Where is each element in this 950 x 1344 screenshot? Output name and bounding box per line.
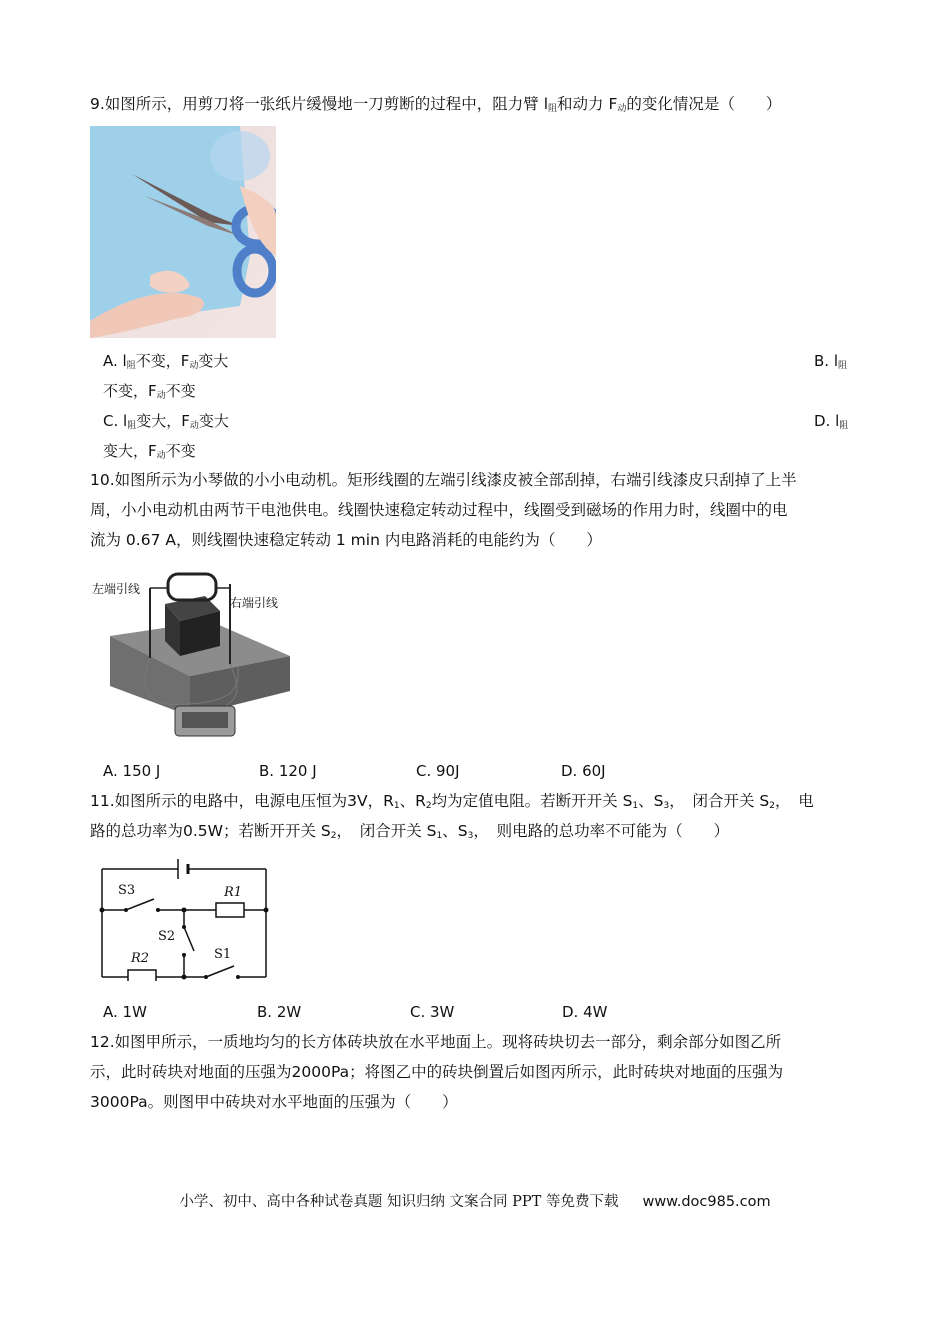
motor-figure [90, 566, 290, 750]
q10-stem-line1: 10.如图所示为小琴做的小小电动机。矩形线圈的左端引线漆皮被全部刮掉，右端引线漆皮只刮掉了上半 [90, 471, 797, 489]
q11-option-a[interactable]: A. 1W [103, 1003, 147, 1021]
q9-option-d-head[interactable]: D. $l_阻$ [814, 412, 849, 431]
label-r1: R1 [224, 885, 243, 900]
scissors-photo [90, 126, 276, 338]
q11-option-c[interactable]: C. 3W [410, 1003, 455, 1021]
q11-option-b[interactable]: B. 2W [257, 1003, 302, 1021]
q9-option-c[interactable]: C. $l_阻$变大，$F_动$变大 [103, 412, 229, 431]
label-s3: S3 [118, 883, 136, 898]
label-r2: R2 [131, 951, 150, 966]
q10-option-c[interactable]: C. 90J [416, 762, 460, 780]
q11-option-d[interactable]: D. 4W [562, 1003, 608, 1021]
q12-stem-line2: 示，此时砖块对地面的压强为2000Pa；将图乙中的砖块倒置后如图丙所示，此时砖块对地面的压强为 [90, 1063, 784, 1081]
q11-stem-line1: 11.如图所示的电路中，电源电压恒为3V，$R_1$、$R_2$均为定值电阻。若断开开关 $S_1$、$S_3$， 闭合开关 $S_2$， 电 [90, 792, 814, 811]
circuit-wires [96, 855, 272, 981]
label-s1: S1 [214, 947, 232, 962]
q10-stem-line2: 周，小小电动机由两节干电池供电。线圈快速稳定转动过程中，线圈受到磁场的作用力时，线圈中的电 [90, 501, 788, 519]
q9-option-a[interactable]: A. $l_阻$不变，$F_动$变大 [103, 352, 229, 371]
q10-option-d[interactable]: D. 60J [561, 762, 606, 780]
q9-stem: 9.如图所示，用剪刀将一张纸片缓慢地一刀剪断的过程中，阻力臂 $l_阻$和动力 $F_动$的变化情况是（ ） [90, 95, 782, 114]
q12-stem-line3: 3000Pa。则图甲中砖块对水平地面的压强为（ ） [90, 1093, 458, 1111]
q12-stem-line1: 12.如图甲所示，一质地均匀的长方体砖块放在水平地面上。现将砖块切去一部分，剩余部分如图乙所 [90, 1033, 782, 1051]
circuit-diagram [96, 855, 272, 981]
label-left-lead: 左端引线 [92, 582, 141, 596]
q10-stem-line3: 流为 0.67 A，则线圈快速稳定转动 1 min 内电路消耗的电能约为（ ） [90, 531, 602, 549]
q9-option-b-head[interactable]: B. $l_阻$ [814, 352, 848, 371]
label-s2: S2 [158, 929, 176, 944]
footer-url[interactable]: www.doc985.com [642, 1194, 771, 1210]
q11-stem-line2: 路的总功率为0.5W；若断开开关 $S_2$， 闭合开关 $S_1$、$S_3$， 则电路的总功率不可能为（ ） [90, 822, 730, 841]
q10-option-a[interactable]: A. 150 J [103, 762, 161, 780]
page-footer [0, 1190, 950, 1211]
q9-option-b-tail: 不变，$F_动$不变 [103, 382, 196, 401]
label-right-lead: 右端引线 [230, 596, 279, 610]
q10-option-b[interactable]: B. 120 J [259, 762, 317, 780]
q9-option-d-tail: 变大，$F_动$不变 [103, 442, 196, 461]
footer-text: 小学、初中、高中各种试卷真题 知识归纳 文案合同 PPT 等免费下载 [179, 1194, 619, 1210]
